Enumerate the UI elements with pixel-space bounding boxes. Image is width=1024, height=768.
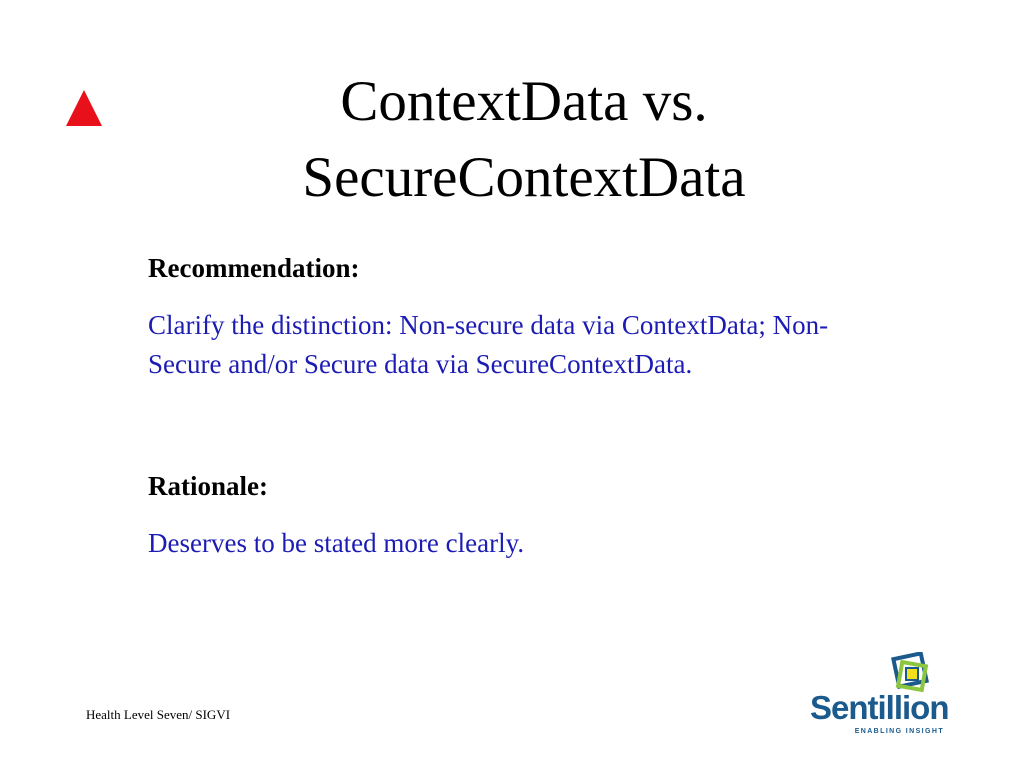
slide-body [148, 250, 868, 563]
triangle-shape [66, 90, 102, 126]
logo-name: Sentillion [810, 689, 949, 726]
red-up-triangle-icon [64, 88, 104, 128]
recommendation-text: Clarify the distinction: Non-secure data via ContextData; Non-Secure and/or Secure data via SecureContextData. [148, 310, 829, 379]
rationale-heading: Rationale: [148, 471, 268, 501]
logo-center-square [906, 668, 918, 680]
red-up-triangle-svg [64, 88, 104, 128]
logo-tagline: ENABLING INSIGHT [854, 728, 944, 735]
sentillion-logo [810, 650, 949, 740]
slide-title [100, 64, 948, 216]
section-spacer [148, 384, 868, 468]
rationale-text: Deserves to be stated more clearly. [148, 528, 525, 558]
recommendation-heading: Recommendation: [148, 253, 360, 283]
footer-text: Health Level Seven/ SIGVI [86, 707, 231, 722]
slide-title-line-1: ContextData vs. [340, 70, 708, 133]
slide-title-line-2: SecureContextData [302, 146, 746, 209]
